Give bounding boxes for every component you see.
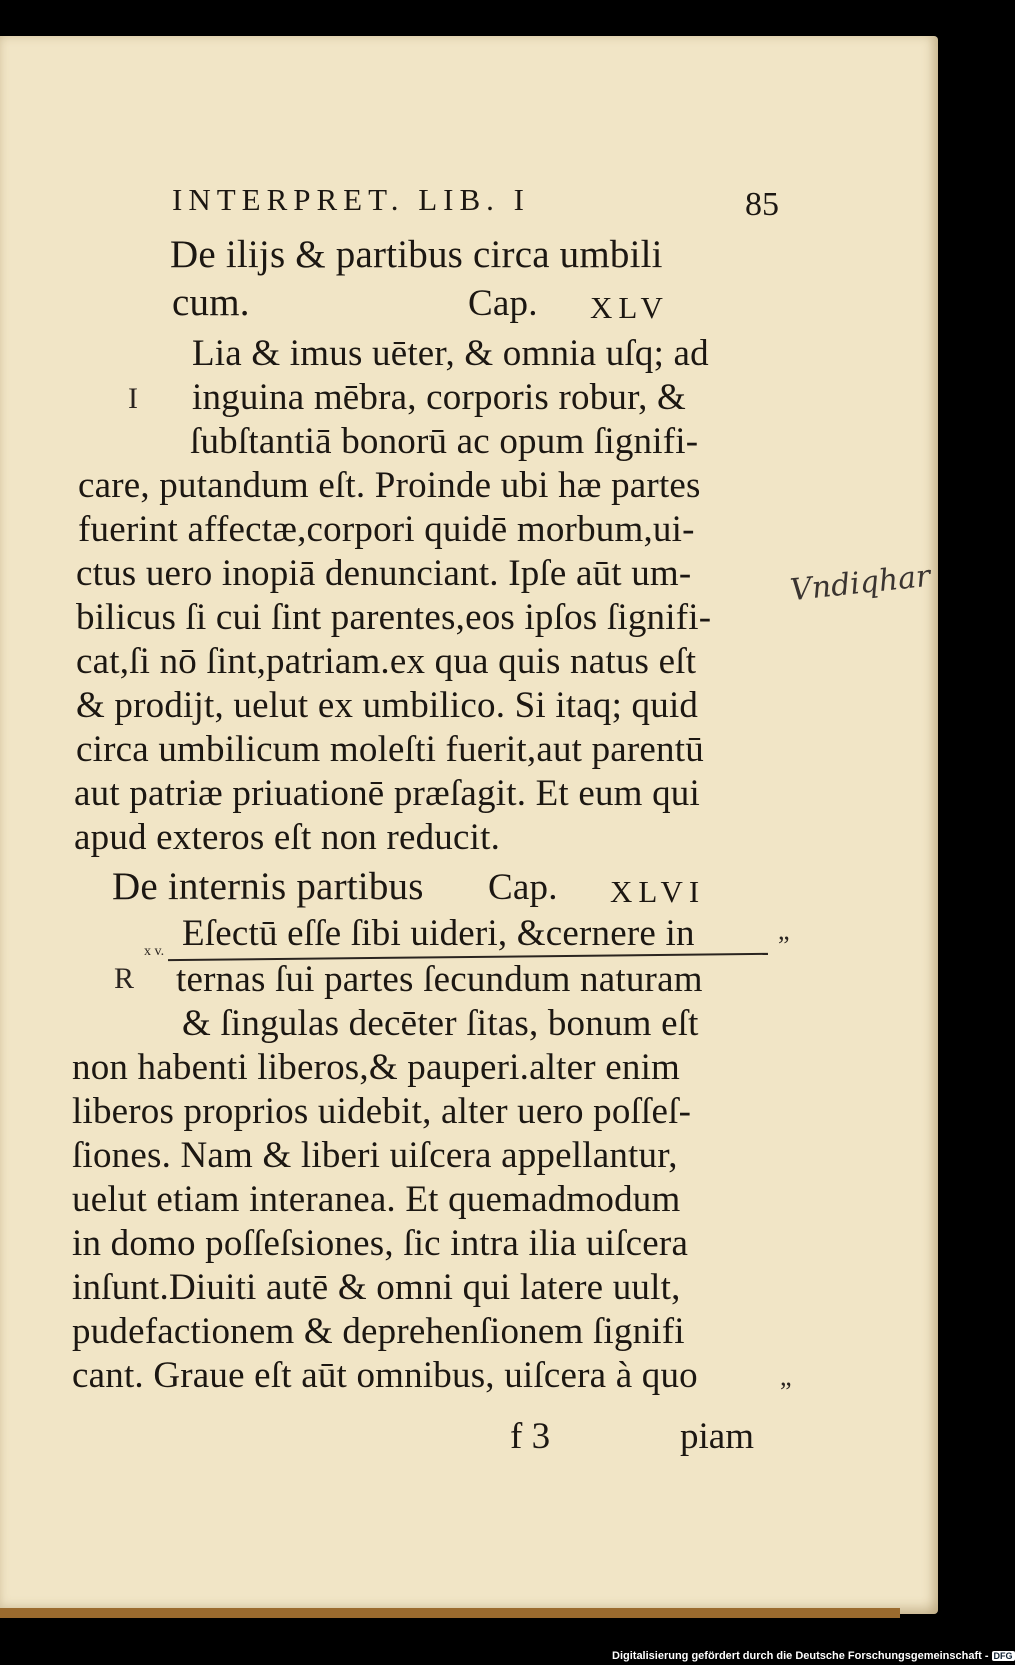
chapter46-line-11: cant. Graue eſt aūt omnibus, uiſcera à quo: [72, 1355, 698, 1396]
digitization-credit: [612, 1650, 1015, 1662]
chapter45-title-line2: cum.: [172, 281, 250, 324]
chapter45-line-8: cat,ſi nō ſint,patriam.ex qua quis natus eſt: [76, 641, 697, 682]
chapter45-line-1: Lia & imus uēter, & omnia uſq; ad: [192, 333, 709, 374]
chapter45-line-5: fuerint affectæ,corpori quidē morbum,ui-: [78, 509, 695, 550]
chapter46-line-2: ternas ſui partes ſecundum naturam: [176, 959, 703, 1000]
chapter45-line-10: circa umbilicum moleſti fuerit,aut parentū: [76, 729, 704, 770]
chapter45-line-7: bilicus ſi cui ſint parentes,eos ipſos ſignifi-: [76, 597, 712, 638]
chapter45-line-12: apud exteros eſt non reducit.: [74, 817, 501, 858]
chapter45-title-line1: De ilijs & partibus circa umbili: [170, 233, 663, 276]
chapter45-line-6: ctus uero inopiā denunciant. Ipſe aūt um-: [76, 553, 692, 594]
chapter46-cap-number: XLVI: [610, 874, 706, 909]
chapter46-title: De internis partibus: [112, 865, 424, 908]
chapter45-line-9: & prodijt, uelut ex umbilico. Si itaq; quid: [76, 685, 699, 726]
chapter46-line-6: ſiones. Nam & liberi uiſcera appellantur,: [72, 1135, 678, 1176]
small-margin-marks: x v.: [144, 944, 165, 959]
chapter46-line-1: Eſectū eſſe ſibi uideri, &cernere in: [182, 913, 695, 954]
catchword: piam: [680, 1416, 754, 1457]
chapter46-line-7: uelut etiam interanea. Et quemadmodum: [72, 1179, 681, 1220]
digitization-credit-text: Digitalisierung gefördert durch die Deutsche Forschungsgemeinschaft -: [612, 1650, 989, 1662]
running-head: INTERPRET. LIB. I: [172, 182, 531, 217]
chapter45-line-4: care, putandum eſt. Proinde ubi hæ partes: [78, 465, 701, 506]
margin-number: I: [128, 382, 138, 415]
chapter45-cap-number: XLV: [590, 290, 669, 325]
chapter46-line-9: inſunt.Diuiti autē & omni qui latere uult,: [72, 1267, 681, 1308]
quote-mark-upper: „: [778, 916, 790, 945]
dfg-logo-icon: DFG: [993, 1651, 1013, 1662]
page-number: 85: [745, 186, 779, 223]
chapter46-line-10: pudefactionem & deprehenſionem ſignifi: [72, 1311, 685, 1352]
page-edge: [0, 1608, 900, 1618]
chapter46-line-4: non habenti liberos,& pauperi.alter enim: [72, 1047, 681, 1088]
chapter46-line-5: liberos proprios uidebit, alter uero poſſeſ-: [72, 1091, 692, 1132]
quote-mark-lower: „: [780, 1362, 792, 1391]
chapter45-line-11: aut patriæ priuationē præſagit. Et eum qui: [74, 773, 700, 814]
chapter45-line-3: ſubſtantiā bonorū ac opum ſignifi-: [190, 421, 699, 462]
chapter45-line-2: inguina mēbra, corporis robur, &: [192, 377, 687, 418]
chapter46-cap-label: Cap.: [488, 867, 558, 908]
chapter46-line-3: & ſingulas decēter ſitas, bonum eſt: [182, 1003, 699, 1044]
chapter46-line-8: in domo poſſeſsiones, ſic intra ilia uiſcera: [72, 1223, 689, 1264]
handwritten-marginal-note: Vndiqhar: [788, 558, 932, 609]
chapter45-cap-label: Cap.: [468, 283, 538, 324]
margin-letter: R: [114, 962, 135, 995]
signature-mark: f 3: [510, 1416, 551, 1457]
